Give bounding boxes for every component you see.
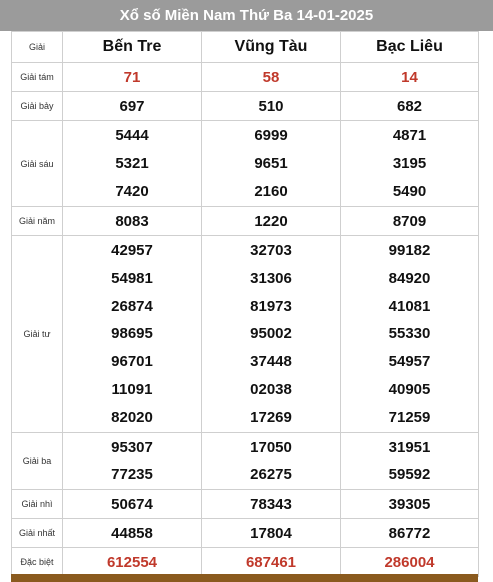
- prize-cell: [202, 63, 341, 92]
- prize-number: 84920: [388, 269, 431, 287]
- prize-row: [12, 490, 479, 519]
- prize-label: Giải nhất: [12, 519, 63, 548]
- prize-label: Giải tám: [12, 63, 63, 92]
- prize-number: 31951: [388, 438, 431, 456]
- prize-number: 59592: [388, 466, 431, 484]
- prize-number: 37448: [250, 353, 292, 371]
- prize-number: 687461: [245, 553, 297, 571]
- prize-number: 1220: [254, 212, 288, 230]
- prize-label: Giải nhì: [12, 490, 63, 519]
- prize-number: 11091: [111, 381, 153, 399]
- prize-number: 50674: [111, 495, 153, 513]
- prize-cell: [202, 548, 341, 577]
- prize-number: 41081: [388, 297, 431, 315]
- prize-cell: [202, 207, 341, 236]
- prize-number: 2160: [254, 183, 288, 200]
- prize-number: 14: [401, 68, 418, 86]
- prize-cell: [63, 63, 202, 92]
- prize-number: 682: [396, 97, 423, 115]
- prize-number: 71: [123, 68, 141, 86]
- prize-number: 77235: [111, 466, 153, 484]
- prize-number: 54957: [388, 353, 431, 371]
- prize-label: Giải sáu: [12, 121, 63, 207]
- prize-cell: [341, 433, 479, 490]
- prize-number: 286004: [384, 553, 435, 571]
- prize-number: 9651: [254, 155, 288, 172]
- footer-bar: [11, 574, 478, 582]
- prize-number: 81973: [250, 297, 292, 315]
- province-bac-lieu: Bạc Liêu: [341, 32, 479, 63]
- prize-cell: [341, 207, 479, 236]
- prize-cell: [63, 519, 202, 548]
- prize-cell: [202, 92, 341, 121]
- prize-row: [12, 519, 479, 548]
- prize-row: [12, 548, 479, 577]
- header-row: [12, 32, 479, 63]
- prize-label: Giải bảy: [12, 92, 63, 121]
- prize-number: 99182: [388, 241, 431, 259]
- prize-cell: [341, 490, 479, 519]
- prize-number: 17804: [250, 524, 292, 542]
- prize-number: 02038: [250, 381, 292, 399]
- prize-cell: [341, 63, 479, 92]
- prize-number: 78343: [250, 495, 292, 513]
- province-ben-tre: Bến Tre: [63, 32, 202, 63]
- prize-cell: [202, 121, 341, 207]
- prize-number: 17050: [250, 438, 292, 456]
- prize-number: 17269: [250, 408, 292, 426]
- prize-cell: [341, 236, 479, 433]
- prize-number: 3195: [392, 155, 427, 172]
- prize-label: Giải năm: [12, 207, 63, 236]
- header-label: Giải: [12, 32, 63, 63]
- prize-row: [12, 63, 479, 92]
- prize-number: 8709: [392, 212, 427, 230]
- prize-number: 31306: [250, 269, 292, 287]
- prize-cell: [63, 92, 202, 121]
- prize-row: [12, 433, 479, 490]
- prize-cell: [63, 207, 202, 236]
- prize-cell: [63, 548, 202, 577]
- prize-number: 40905: [388, 381, 431, 399]
- prize-number: 5321: [115, 155, 149, 172]
- prize-number: 510: [258, 97, 284, 115]
- prize-cell: [63, 490, 202, 519]
- prize-cell: [341, 548, 479, 577]
- prize-number: 4871: [392, 127, 427, 144]
- prize-number: 8083: [115, 212, 149, 230]
- prize-number: 5444: [115, 127, 149, 144]
- prize-label: Giải tư: [12, 236, 63, 433]
- prize-cell: [63, 433, 202, 490]
- prize-cell: [202, 490, 341, 519]
- province-vung-tau: Vũng Tàu: [202, 32, 341, 63]
- prize-cell: [341, 92, 479, 121]
- prize-cell: [202, 519, 341, 548]
- prize-number: 26874: [111, 297, 153, 315]
- prize-number: 26275: [250, 466, 292, 484]
- prize-cell: [202, 236, 341, 433]
- prize-number: 6999: [254, 127, 288, 144]
- prize-row: [12, 236, 479, 433]
- prize-number: 95002: [250, 325, 292, 343]
- prize-cell: [63, 121, 202, 207]
- prize-number: 42957: [111, 241, 153, 259]
- prize-row: [12, 121, 479, 207]
- prize-label: Đặc biệt: [12, 548, 63, 577]
- prize-cell: [341, 121, 479, 207]
- prize-number: 697: [119, 97, 145, 115]
- prize-row: [12, 92, 479, 121]
- prize-number: 96701: [111, 353, 153, 371]
- prize-cell: [63, 236, 202, 433]
- prize-number: 55330: [388, 325, 431, 343]
- prize-number: 612554: [106, 553, 158, 571]
- prize-number: 32703: [250, 241, 292, 259]
- results-table: [11, 31, 479, 577]
- prize-number: 58: [262, 68, 280, 86]
- prize-number: 82020: [111, 408, 153, 426]
- prize-label: Giải ba: [12, 433, 63, 490]
- prize-number: 98695: [111, 325, 153, 343]
- prize-number: 5490: [392, 183, 427, 200]
- page-title: Xổ số Miền Nam Thứ Ba 14-01-2025: [0, 0, 493, 31]
- prize-number: 86772: [388, 524, 431, 542]
- prize-number: 44858: [111, 524, 153, 542]
- prize-number: 71259: [388, 408, 431, 426]
- prize-cell: [341, 519, 479, 548]
- prize-number: 39305: [388, 495, 431, 513]
- prize-cell: [202, 433, 341, 490]
- prize-number: 95307: [111, 438, 153, 456]
- prize-number: 7420: [115, 183, 149, 200]
- prize-row: [12, 207, 479, 236]
- prize-number: 54981: [111, 269, 153, 287]
